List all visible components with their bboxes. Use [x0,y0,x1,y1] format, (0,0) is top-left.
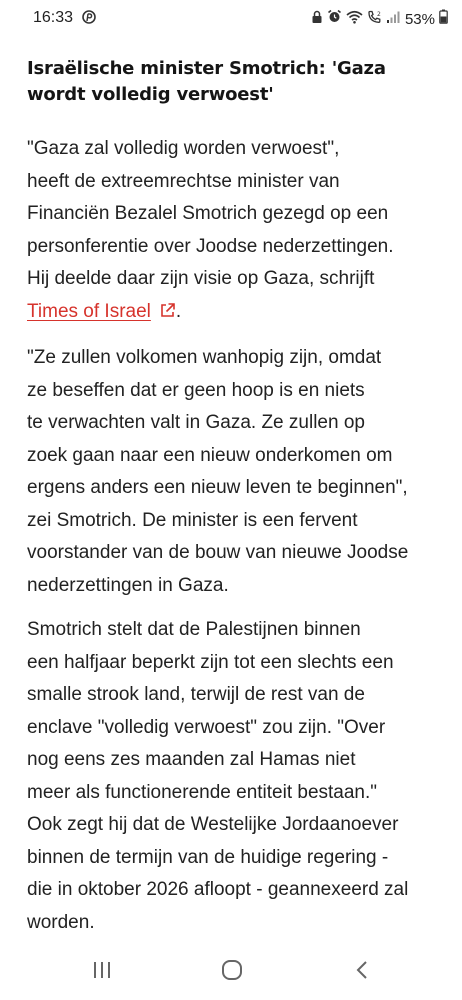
home-button[interactable] [217,957,247,987]
paragraph-line: die in oktober 2026 afloopt - geannexeerd zal [27,879,409,900]
paragraph-line: enclave "volledig verwoest" zou zijn. "Over [27,716,386,738]
status-bar [0,0,462,40]
paragraph-line: smalle strook land, terwijl de rest van de [27,684,365,705]
alarm-icon [327,9,342,29]
paragraph-line: te verwachten valt in Gaza. Ze zullen op [27,412,365,433]
paragraph-line: nog eens zes maanden zal Hamas niet [27,749,356,770]
back-icon [354,960,370,985]
paragraph-line: zoek gaan naar een nieuw onderkomen om [27,444,393,466]
times-of-israel-link[interactable]: Times of Israel [27,300,151,322]
status-icons [307,8,448,30]
pinterest-icon [82,10,96,24]
svg-text:2: 2 [376,10,381,18]
paragraph-line: "Gaza zal volledig worden verwoest", [27,138,340,159]
paragraph-line: een halfjaar beperkt zijn tot een slechts een [27,651,394,673]
paragraph-line: binnen de termijn van de huidige regering - [27,846,389,868]
paragraph-1 [27,133,439,330]
article [27,56,439,951]
link-period: . [175,300,182,322]
wifi-icon [346,10,363,29]
paragraph-3 [27,614,439,939]
paragraph-2 [27,342,439,602]
paragraph-line: ze beseffen dat er geen hoop is en niets [27,379,365,401]
home-icon [221,959,243,986]
battery-icon [439,9,448,29]
headline-line: Israëlische minister Smotrich: 'Gaza [27,58,386,79]
article-headline [27,56,439,108]
paragraph-line: voorstander van de bouw van nieuwe Joodse [27,542,409,563]
headline-line: wordt volledig verwoest' [27,84,274,105]
external-link-icon[interactable] [159,298,176,331]
paragraph-line-with-link [27,296,439,331]
paragraph-line: ergens anders een nieuw leven te beginnen", [27,477,408,498]
paragraph-line: Smotrich stelt dat de Palestijnen binnen [27,619,361,640]
battery-percentage: 53% [404,10,435,28]
status-time: 16:33 [33,9,74,26]
paragraph-line: heeft de extreemrechtse minister van [27,170,340,192]
paragraph-line: meer als functionerende entiteit bestaan." [27,781,378,803]
back-button[interactable] [347,957,377,987]
signal-icon [386,10,400,29]
recent-apps-button[interactable] [87,957,117,987]
paragraph-line: nederzettingen in Gaza. [27,574,229,596]
paragraph-line: Hij deelde daar zijn visie op Gaza, schrijft [27,268,375,289]
paragraph-line: worden. [27,911,95,933]
paragraph-line: zei Smotrich. De minister is een fervent [27,509,358,531]
navigation-bar [0,945,462,1000]
lock-icon [311,10,323,29]
paragraph-line: Financiën Bezalel Smotrich gezegd op een [27,203,389,224]
paragraph-line: "Ze zullen volkomen wanhopig zijn, omdat [27,347,382,368]
paragraph-line: personferentie over Joodse nederzettingen. [27,235,394,257]
paragraph-line: Ook zegt hij dat de Westelijke Jordaanoever [27,814,399,835]
call-icon [367,10,382,29]
recent-apps-icon [92,961,112,984]
